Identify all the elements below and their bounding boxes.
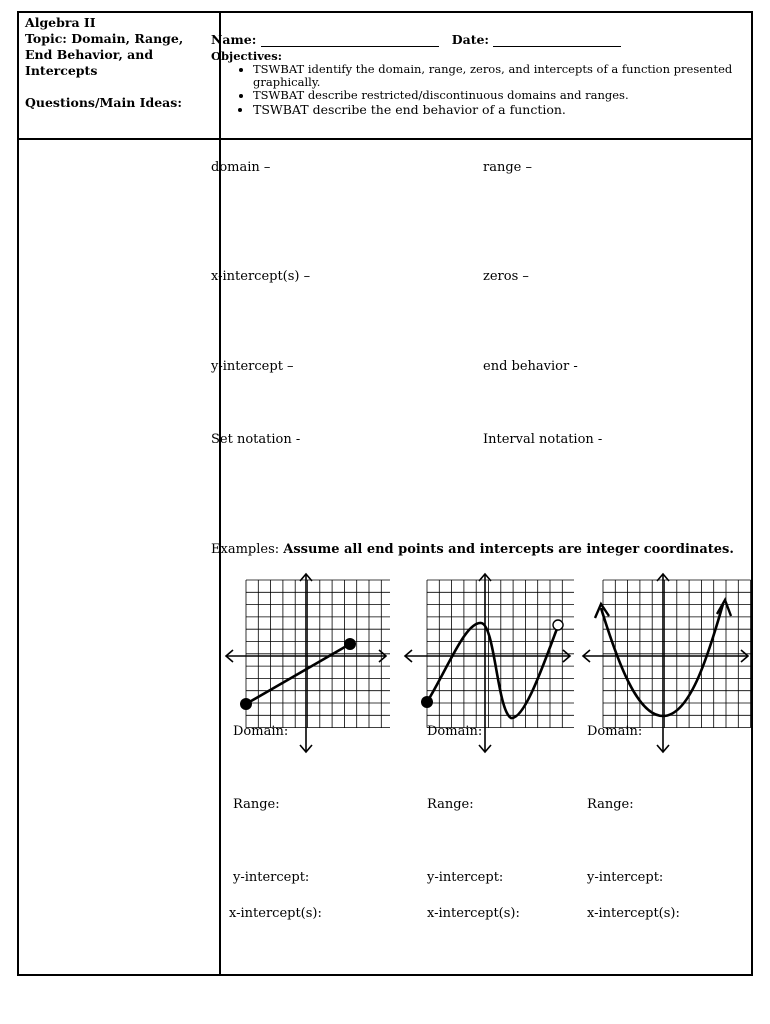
header-right — [211, 33, 746, 117]
term-y-intercept: y-intercept – — [211, 359, 294, 374]
notes-frame — [17, 11, 753, 976]
name-label: Name: — [211, 32, 257, 47]
objective-item: • TSWBAT describe restricted/discontinuous domains and ranges. — [253, 89, 746, 102]
examples-heading — [211, 542, 734, 557]
ex1-domain-label: Domain: — [233, 724, 289, 739]
grid — [246, 580, 390, 728]
ex3-x-intercepts-label: x-intercept(s): — [587, 906, 680, 921]
term-range: range – — [483, 160, 532, 175]
column-divider — [219, 13, 221, 974]
objective-item: • TSWBAT describe the end behavior of a function. — [253, 102, 746, 117]
closed-endpoint — [344, 638, 356, 650]
ex2-x-intercepts-label: x-intercept(s): — [427, 906, 520, 921]
ex3-range-label: Range: — [587, 797, 634, 812]
date-label: Date: — [451, 32, 490, 47]
term-zeros: zeros – — [483, 269, 529, 284]
term-interval-notation: Interval notation - — [483, 432, 603, 447]
term-end-behavior: end behavior - — [483, 359, 578, 374]
objectives-list — [211, 63, 746, 117]
term-set-notation: Set notation - — [211, 432, 301, 447]
example-graph-2 — [399, 560, 574, 755]
questions-label: Questions/Main Ideas: — [25, 95, 182, 110]
closed-endpoint — [421, 696, 433, 708]
name-field[interactable] — [261, 34, 439, 47]
ex3-domain-label: Domain: — [587, 724, 643, 739]
objective-item: • TSWBAT identify the domain, range, zeros, and intercepts of a function presented graphically. — [253, 63, 746, 89]
closed-endpoint — [240, 698, 252, 710]
ex3-y-intercept-label: y-intercept: — [587, 870, 664, 885]
ex1-y-intercept-label: y-intercept: — [233, 870, 310, 885]
ex1-x-intercepts-label: x-intercept(s): — [229, 906, 322, 921]
ex2-domain-label: Domain: — [427, 724, 483, 739]
examples-prefix: Examples: — [211, 542, 280, 557]
grid — [603, 580, 751, 728]
course-title: Algebra II — [25, 15, 96, 30]
header-divider — [19, 138, 751, 140]
parabola-curve — [601, 604, 723, 716]
header-left — [25, 15, 215, 111]
examples-instruction: Assume all end points and intercepts are integer coordinates. — [283, 542, 734, 557]
term-domain: domain – — [211, 160, 271, 175]
term-x-intercepts: x-intercept(s) – — [211, 269, 311, 284]
open-endpoint — [553, 620, 563, 630]
ex2-range-label: Range: — [427, 797, 474, 812]
topic-line-2: End Behavior, and — [25, 47, 154, 62]
name-date-line — [211, 33, 746, 47]
ex2-y-intercept-label: y-intercept: — [427, 870, 504, 885]
topic-line-1: Topic: Domain, Range, — [25, 31, 184, 46]
ex1-range-label: Range: — [233, 797, 280, 812]
grid — [427, 580, 574, 728]
function-curve — [427, 623, 558, 718]
date-field[interactable] — [493, 34, 621, 47]
objectives-label: Objectives: — [211, 49, 282, 63]
line-segment — [246, 644, 350, 704]
topic-line-3: Intercepts — [25, 63, 98, 78]
